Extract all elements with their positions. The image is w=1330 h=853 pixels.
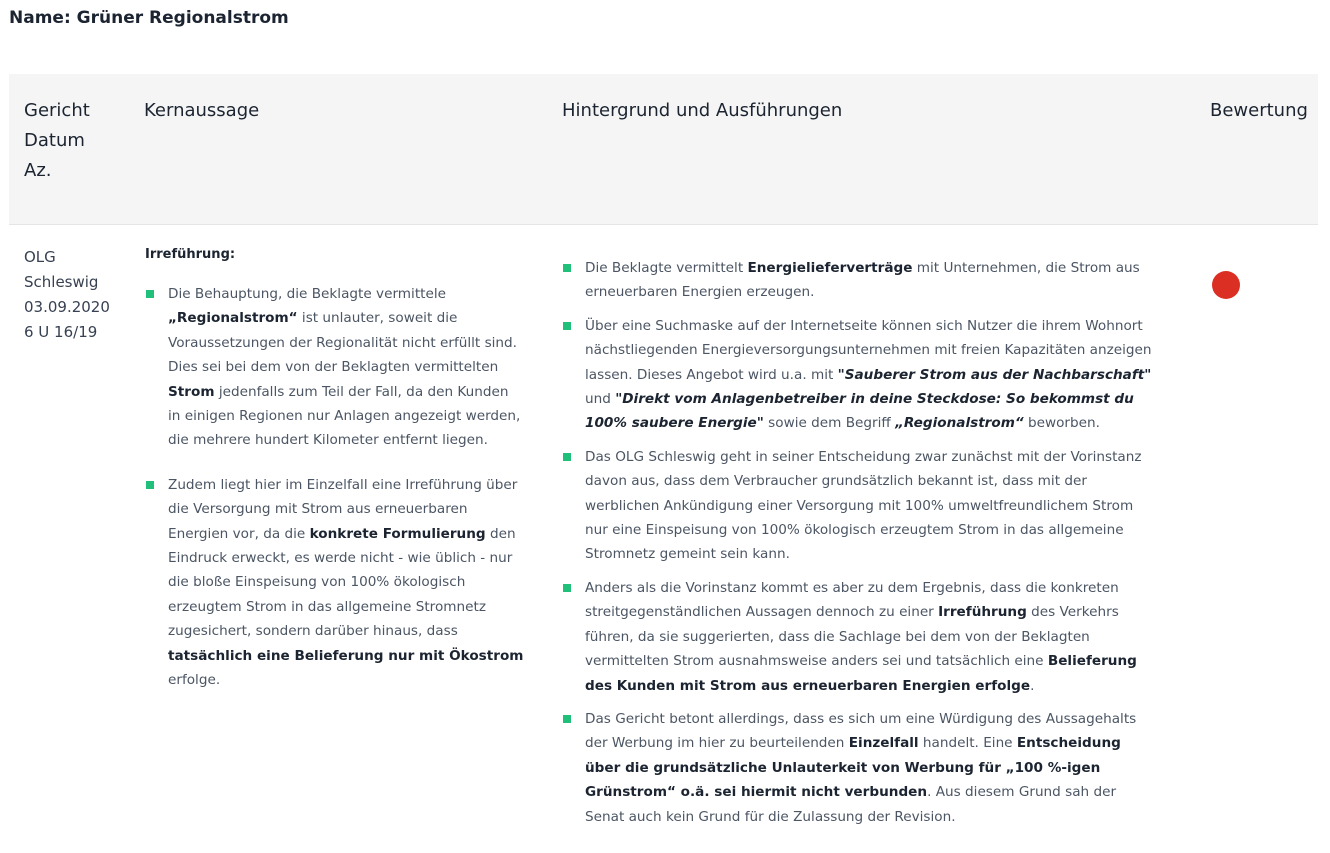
quoted-claim: "Direkt vom Anlagenbetreiber in deine Steckdose: So bekommst du 100% saubere Energie" [585, 391, 1134, 432]
text-part: . [1030, 677, 1035, 694]
bullet-square-icon [563, 584, 571, 592]
list-item [562, 707, 1152, 829]
kernaussage-cell [145, 247, 525, 713]
header-datum-line: Datum [24, 130, 85, 151]
text-part: Über eine Suchmaske auf der Internetseite können sich Nutzer die ihrem Wohnort nächstliegenden Energieversorgungsunternehmen mit freien Kapazitäten anzeigen lassen. Dieses Angebot wird u.a. mit [585, 317, 1152, 383]
hinter-bullet-list [562, 256, 1152, 829]
table-header [9, 74, 1318, 225]
court-info [24, 245, 110, 345]
case-name-heading: Name: Grüner Regionalstrom [9, 8, 289, 28]
list-item [562, 314, 1152, 436]
case-number: 6 U 16/19 [24, 323, 98, 341]
text-part: Die Behauptung, die Beklagte vermittele [168, 286, 446, 302]
column-header-hintergrund: Hintergrund und Ausführungen [562, 100, 843, 121]
text-part: sowie dem Begriff [763, 415, 896, 432]
bold-text: Entscheidung über die grundsätzliche Unlauterkeit von Werbung für „100 %-igen Grünstrom“ o.ä. sei hiermit nicht verbunden [585, 735, 1121, 801]
bullet-square-icon [563, 453, 571, 461]
text-part: Das OLG Schleswig geht in seiner Entscheidung zwar zunächst mit der Vorinstanz davon aus, dass dem Verbraucher grundsätzlich bekannt ist, dass mit der werblichen Ankündigung einer Versorgung mit 100% umweltfreundlichem Strom nur eine Einspeisung von 100% ökologisch erzeugtem Strom in das allgemeine Stromnetz gemeint sein kann. [585, 448, 1142, 563]
text-part: jedenfalls zum Teil der Fall, da den Kunden in einigen Regionen nur Anlagen angezeigt werden, die mehrere hundert Kilometer entfernt liegen. [168, 383, 521, 449]
quoted-claim: "Sauberer Strom aus der Nachbarschaft" [837, 366, 1152, 383]
bold-text: Irreführung [938, 604, 1027, 621]
list-item [562, 256, 1152, 305]
list-item [145, 473, 525, 693]
bullet-square-icon [563, 322, 571, 330]
text-part: Zudem liegt hier im Einzelfall eine Irreführung über die Versorgung mit Strom aus erneuerbaren Energien vor, da die [168, 476, 518, 542]
bullet-square-icon [146, 481, 154, 489]
text-part: . Aus diesem Grund sah der Senat auch kein Grund für die Zulassung der Revision. [585, 784, 1117, 825]
text-part: Die Beklagte vermittelt [585, 260, 748, 276]
text-part: ist unlauter, soweit die Voraussetzungen der Regionalität nicht erfüllt sind. Dies sei bei dem von der Beklagten vermittelten [168, 310, 517, 376]
text-part: beworben. [1023, 415, 1100, 432]
bold-text: tatsächlich eine Belieferung nur mit Ökostrom [168, 647, 524, 664]
quoted-claim: „Regionalstrom“ [895, 415, 1024, 432]
column-header-bewertung: Bewertung [1210, 100, 1308, 121]
court-name: OLG [24, 248, 56, 266]
bold-text: Energielieferverträge [747, 260, 913, 276]
bold-text: „Regionalstrom“ [168, 310, 298, 327]
list-item [145, 282, 525, 453]
bold-text: Belieferung des Kunden mit Strom aus erneuerbaren Energien erfolge [585, 653, 1137, 694]
text-part: handelt. Eine [918, 735, 1017, 752]
bold-text: Strom [168, 383, 215, 400]
text-part: den Eindruck erweckt, es werde nicht - wie üblich - nur die bloße Einspeisung von 100% ökologisch erzeugtem Strom in das allgemeine Stromnetz zugesichert, sondern darüber hinaus, dass [168, 525, 516, 640]
text-part: des Verkehrs führen, da sie suggerierten, dass die Sachlage bei dem von der Beklagten vermittelten Strom ausnahmsweise anders sei und tatsächlich eine [585, 604, 1119, 670]
table-row [9, 225, 1318, 853]
text-part: und [585, 391, 616, 408]
kern-label: Irreführung: [145, 247, 236, 262]
list-item [562, 576, 1152, 698]
bullet-square-icon [563, 715, 571, 723]
hintergrund-cell [562, 256, 1152, 838]
court-location: Schleswig [24, 273, 99, 291]
column-header-gericht [24, 96, 134, 186]
bullet-square-icon [146, 290, 154, 298]
bullet-square-icon [563, 264, 571, 272]
header-gericht-line: Gericht [24, 100, 90, 121]
column-header-kernaussage: Kernaussage [144, 100, 260, 121]
text-part: erfolge. [168, 672, 221, 689]
text-part: Anders als die Vorinstanz kommt es aber zu dem Ergebnis, dass die konkreten streitgegenständlichen Aussagen dennoch zu einer [585, 579, 1119, 621]
text-part: mit Unternehmen, die Strom aus erneuerbaren Energien erzeugen. [585, 260, 1140, 301]
decision-date: 03.09.2020 [24, 298, 110, 316]
kern-bullet-list [145, 282, 525, 693]
bold-text: Einzelfall [848, 735, 919, 752]
list-item [562, 445, 1152, 567]
rating-red-dot-icon [1212, 271, 1240, 299]
header-az-line: Az. [24, 160, 52, 181]
text-part: Das Gericht betont allerdings, dass es sich um eine Würdigung des Aussagehalts der Werbung im hier zu beurteilenden [585, 710, 1137, 752]
bold-text: konkrete Formulierung [309, 525, 486, 542]
